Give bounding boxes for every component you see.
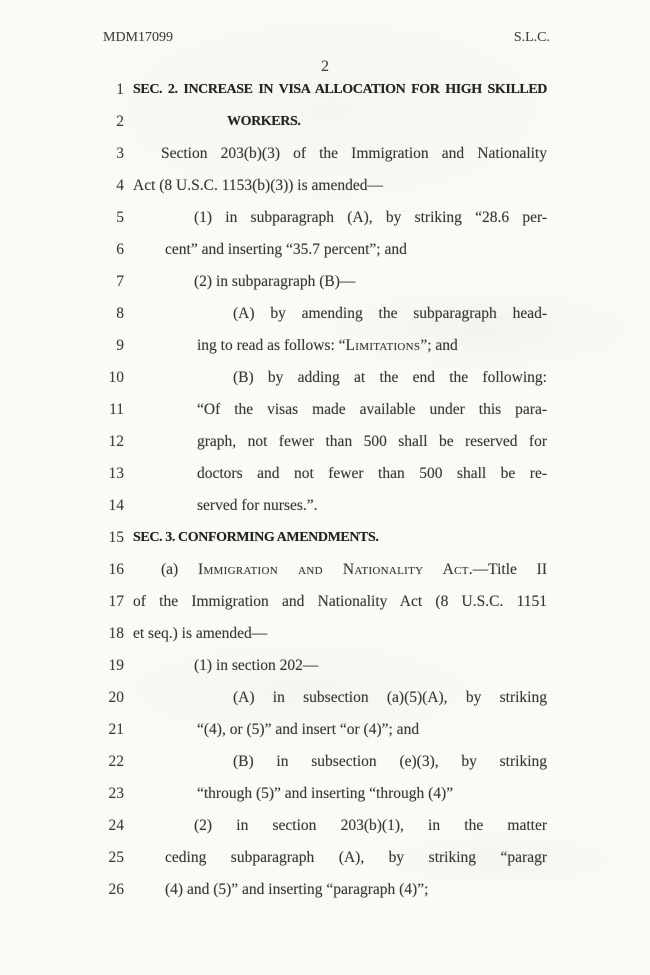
bill-line — [0, 234, 650, 266]
text-segment: (1) in section 202— — [194, 657, 319, 674]
bill-line — [0, 426, 650, 458]
line-number: 26 — [108, 881, 124, 898]
line-number: 23 — [108, 785, 124, 802]
line-text — [194, 650, 318, 682]
text-segment: SEC. 2. INCREASE IN VISA ALLOCATION FOR HIGH SKILLED — [133, 82, 547, 97]
bill-line — [0, 138, 650, 170]
bill-line — [0, 618, 650, 650]
line-text — [133, 586, 547, 618]
line-number: 9 — [116, 337, 124, 354]
text-segment: WORKERS. — [227, 114, 301, 129]
small-caps-text: Limitations — [345, 337, 421, 354]
text-segment: (a) — [161, 561, 199, 578]
line-number: 14 — [108, 497, 124, 514]
text-segment: et seq.) is amended— — [133, 625, 268, 642]
bill-line — [0, 330, 650, 362]
line-text — [197, 330, 458, 362]
line-text — [197, 458, 547, 490]
text-segment: (A) in subsection (a)(5)(A), by striking — [233, 689, 547, 706]
bill-line — [0, 682, 650, 714]
text-segment: served for nurses.”. — [197, 497, 318, 514]
bill-line — [0, 266, 650, 298]
line-text — [227, 106, 300, 138]
line-text — [133, 74, 547, 106]
header-document-code: MDM17099 — [103, 30, 174, 45]
text-segment: (B) by adding at the end the following: — [233, 369, 547, 386]
line-text — [197, 394, 547, 426]
text-segment: (4) and (5)” and inserting “paragraph (4)”; — [165, 881, 429, 898]
bill-line — [0, 298, 650, 330]
line-text — [165, 842, 547, 874]
line-text — [161, 138, 547, 170]
line-number: 19 — [108, 657, 124, 674]
bill-line — [0, 490, 650, 522]
line-number: 25 — [108, 849, 124, 866]
line-number: 16 — [108, 561, 124, 578]
bill-line — [0, 554, 650, 586]
line-text — [197, 426, 547, 458]
line-number: 22 — [108, 753, 124, 770]
line-text — [165, 234, 407, 266]
bill-line — [0, 170, 650, 202]
page-number: 2 — [321, 58, 329, 75]
bill-line — [0, 842, 650, 874]
line-number: 3 — [116, 145, 124, 162]
line-text — [133, 618, 267, 650]
line-text — [133, 170, 383, 202]
line-number: 13 — [108, 465, 124, 482]
text-segment: of the Immigration and Nationality Act (8 U.S.C. 1151 — [133, 593, 547, 610]
text-segment: (A) by amending the subparagraph head- — [233, 305, 547, 322]
line-text — [197, 714, 419, 746]
line-number: 12 — [108, 433, 124, 450]
line-number: 21 — [108, 721, 124, 738]
text-segment: (2) in section 203(b)(1), in the matter — [194, 817, 547, 834]
line-text — [194, 202, 547, 234]
bill-body — [0, 74, 650, 906]
text-segment: doctors and not fewer than 500 shall be re- — [197, 465, 547, 482]
line-number: 17 — [108, 593, 124, 610]
bill-line — [0, 586, 650, 618]
text-segment: (2) in subparagraph (B)— — [194, 273, 356, 290]
text-segment: “through (5)” and inserting “through (4)” — [197, 785, 454, 802]
line-number: 24 — [108, 817, 124, 834]
line-text — [133, 522, 378, 554]
line-text — [194, 810, 547, 842]
text-segment: (B) in subsection (e)(3), by striking — [233, 753, 547, 770]
line-text — [233, 682, 547, 714]
line-number: 15 — [108, 529, 124, 546]
bill-line — [0, 810, 650, 842]
bill-line — [0, 202, 650, 234]
line-number: 20 — [108, 689, 124, 706]
line-text — [161, 554, 547, 586]
bill-line — [0, 74, 650, 106]
small-caps-text: Immigration and Nationality Act — [198, 561, 469, 578]
line-number: 5 — [116, 209, 124, 226]
line-text — [233, 298, 547, 330]
line-text — [233, 746, 547, 778]
bill-line — [0, 714, 650, 746]
line-text — [197, 490, 318, 522]
line-text — [233, 362, 547, 394]
text-segment: “(4), or (5)” and insert “or (4)”; and — [197, 721, 420, 738]
bill-line — [0, 106, 650, 138]
line-number: 10 — [108, 369, 124, 386]
line-number: 7 — [116, 273, 124, 290]
bill-line — [0, 874, 650, 906]
line-number: 1 — [116, 81, 124, 98]
bill-line — [0, 778, 650, 810]
text-segment: cent” and inserting “35.7 percent”; and — [165, 241, 407, 258]
line-text — [197, 778, 453, 810]
line-number: 18 — [108, 625, 124, 642]
line-number: 6 — [116, 241, 124, 258]
text-segment: ing to read as follows: “ — [197, 337, 346, 354]
bill-line — [0, 458, 650, 490]
bill-line — [0, 362, 650, 394]
bill-line — [0, 522, 650, 554]
text-segment: graph, not fewer than 500 shall be reserved for — [197, 433, 547, 450]
text-segment: ceding subparagraph (A), by striking “paragr — [165, 849, 547, 866]
text-segment: “Of the visas made available under this para- — [197, 401, 547, 418]
bill-line — [0, 746, 650, 778]
line-text — [194, 266, 355, 298]
line-number: 11 — [109, 401, 124, 418]
text-segment: (1) in subparagraph (A), by striking “28.6 per- — [194, 209, 547, 226]
text-segment: SEC. 3. CONFORMING AMENDMENTS. — [133, 530, 379, 545]
bill-line — [0, 394, 650, 426]
line-number: 4 — [116, 177, 124, 194]
line-number: 8 — [116, 305, 124, 322]
text-segment: Section 203(b)(3) of the Immigration and Nationality — [161, 145, 547, 162]
text-segment: ”; and — [420, 337, 458, 354]
text-segment: Act (8 U.S.C. 1153(b)(3)) is amended— — [133, 177, 383, 194]
line-text — [165, 874, 428, 906]
bill-line — [0, 650, 650, 682]
line-number: 2 — [116, 113, 124, 130]
header-slc-mark: S.L.C. — [513, 30, 550, 45]
text-segment: .—Title II — [468, 561, 548, 578]
